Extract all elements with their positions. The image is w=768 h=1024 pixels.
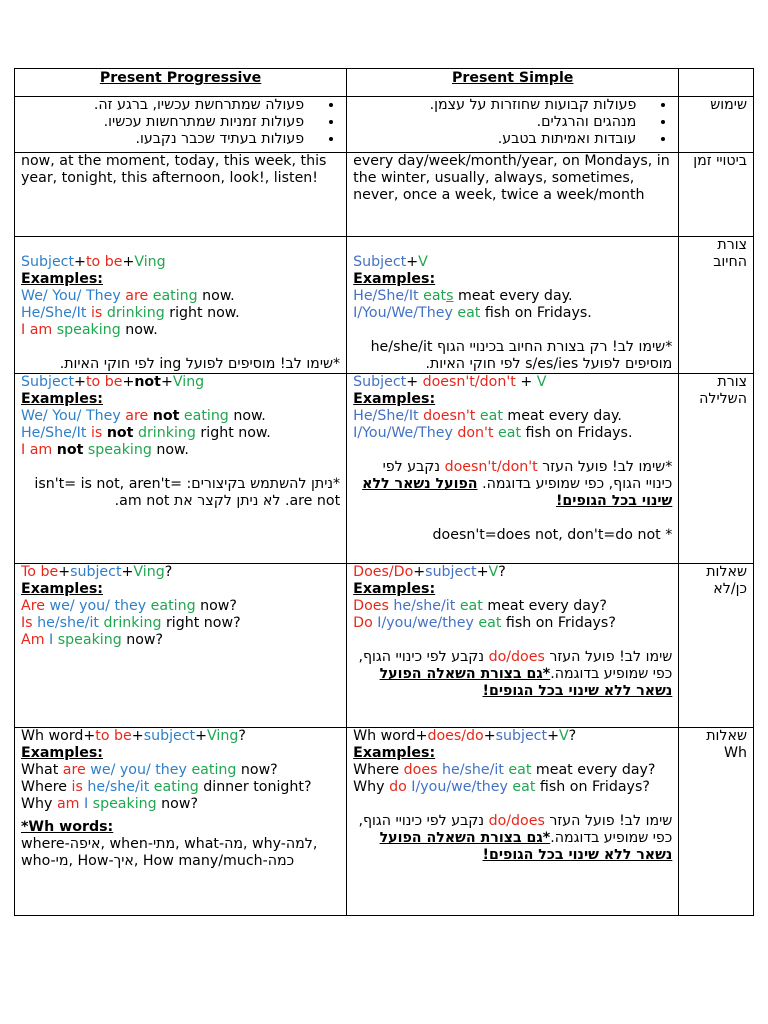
example-subject: I/You/We/They (353, 305, 453, 321)
example-rest: dinner tonight? (198, 779, 312, 795)
example-line (353, 288, 672, 305)
example-rest: right now? (161, 615, 241, 631)
plus-sign: + (160, 374, 173, 390)
example-verb: eating (153, 779, 199, 795)
example-aux: Am (21, 632, 45, 648)
question-row (15, 564, 754, 728)
formula-subject: subject (70, 564, 122, 580)
example-aux: is (90, 425, 103, 441)
list-item: • פעולות בעתיד שכבר נקבעו. (21, 131, 318, 148)
formula-to-be: to be (85, 374, 123, 390)
note-text: *שימו לב! פועל העזר (542, 459, 673, 475)
example-verb: eating (150, 598, 196, 614)
examples-label: Examples: (353, 581, 436, 597)
example-verb: eat (478, 615, 502, 631)
question-mark: ? (164, 564, 173, 580)
list-item: • פעולה שמתרחשת עכשיו, ברגע זה. (21, 97, 318, 114)
formula-wh: Wh word (353, 728, 416, 744)
note-abbreviations: doesn't=does not, don't=do not * (432, 527, 673, 543)
example-line (353, 779, 672, 796)
example-suffix: s (446, 288, 454, 304)
example-verb: eat (508, 762, 532, 778)
grammar-table (14, 68, 754, 916)
positive-simple (347, 237, 679, 374)
example-aux: are (125, 408, 149, 424)
wh-simple (347, 728, 679, 916)
question-mark: ? (238, 728, 246, 744)
example-aux: Are (21, 598, 45, 614)
example-line (21, 615, 340, 632)
formula-ving: Ving (133, 564, 165, 580)
note-aux: do/does (488, 813, 545, 829)
question-mark: ? (568, 728, 577, 744)
formula-subject: Subject (353, 254, 407, 270)
plus-sign: + (74, 374, 86, 390)
formula-aux: Does/Do (353, 564, 414, 580)
usage-progressive-list (21, 97, 340, 148)
example-wh: What (21, 762, 59, 778)
example-rest: fish on Fridays. (480, 305, 592, 321)
formula-to-be: To be (21, 564, 59, 580)
example-rest: now? (156, 796, 198, 812)
example-line (21, 425, 340, 442)
plus-sign: + (406, 374, 419, 390)
formula-aux: does/do (427, 728, 484, 744)
formula (21, 564, 340, 581)
time-row (15, 153, 754, 237)
note-text: נקבע לפי כינויי הגוף, כפי שמופיע בדוגמה. (358, 649, 673, 682)
plus-sign: + (122, 374, 135, 390)
example-subject: He/She/It (353, 288, 419, 304)
plus-sign: + (547, 728, 559, 744)
example-verb: speaking (87, 442, 152, 458)
examples-label: Examples: (21, 745, 103, 761)
list-item: • מנהגים והרגלים. (353, 114, 650, 131)
example-wh: Where (353, 762, 400, 778)
example-line (21, 442, 340, 459)
example-wh: Why (21, 796, 53, 812)
question-progressive (15, 564, 347, 728)
example-line (21, 632, 340, 649)
formula-ving: Ving (172, 374, 205, 390)
example-aux: are (125, 288, 149, 304)
formula-v: V (418, 254, 428, 270)
example-aux: does (403, 762, 438, 778)
time-simple: every day/week/month/year, on Mondays, in the winter, usually, always, sometimes, never, once a week, twice a week/month (347, 153, 679, 237)
plus-sign: + (406, 254, 419, 270)
question-simple (347, 564, 679, 728)
example-not: not (106, 425, 134, 441)
formula-not: not (134, 374, 161, 390)
example-rest: meat every day? (482, 598, 607, 614)
time-progressive: now, at the moment, today, this week, this year, tonight, this afternoon, look!, listen! (15, 153, 347, 237)
example-line (21, 322, 340, 339)
note-text: נקבע לפי כינויי הגוף, כפי שמופיע בדוגמה. (358, 813, 673, 846)
header-row (15, 69, 754, 97)
example-line (353, 762, 672, 779)
note-text: שימו לב! פועל העזר (549, 649, 673, 665)
example-line (21, 598, 340, 615)
example-not: not (56, 442, 84, 458)
examples-label: Examples: (353, 271, 436, 287)
example-subject: He/She/It (353, 408, 419, 424)
example-line (353, 598, 672, 615)
example-subject: I (83, 796, 89, 812)
formula-ving: Ving (207, 728, 239, 744)
row-label-time: ביטויי זמן (679, 153, 754, 237)
example-line (21, 408, 340, 425)
example-rest: now. (120, 322, 158, 338)
wh-progressive (15, 728, 347, 916)
note: *שימו לב! רק בצורת החיוב בכינויי הגוף he/she/it מוסיפים לפועל s/es/ies לפי חוקי האיות. (370, 339, 673, 372)
example-subject: he/she/it (87, 779, 150, 795)
note (353, 649, 672, 700)
formula (353, 254, 672, 271)
note (353, 459, 672, 510)
formula-v: V (558, 728, 569, 744)
list-item: • עובדות ואמיתות בטבע. (353, 131, 650, 148)
example-subject: he/she/it (393, 598, 456, 614)
plus-sign: + (74, 254, 86, 270)
example-subject: I (21, 442, 26, 458)
examples-label: Examples: (21, 581, 103, 597)
example-verb: eat (423, 288, 447, 304)
note: *שימו לב! מוסיפים לפועל ing לפי חוקי האיות. (59, 356, 341, 372)
example-line (21, 762, 340, 779)
example-line (353, 615, 672, 632)
plus-sign: + (195, 728, 208, 744)
positive-progressive (15, 237, 347, 374)
example-rest: right now. (195, 425, 271, 441)
list-item: • פעולות קבועות שחוזרות על עצמן. (353, 97, 650, 114)
example-verb: speaking (57, 632, 122, 648)
example-subject: I/You/We/They (353, 425, 453, 441)
example-verb: eating (152, 288, 198, 304)
example-verb: eat (459, 598, 483, 614)
note: *ניתן להשתמש בקיצורים: isn't= is not, aren't= are not. לא ניתן לקצר את am not. (34, 476, 341, 509)
example-not: not (152, 408, 180, 424)
example-subject: I (21, 322, 26, 338)
example-aux: Do (353, 615, 373, 631)
example-aux: do (389, 779, 407, 795)
note-text: שימו לב! פועל העזר (549, 813, 673, 829)
example-rest: now? (195, 598, 237, 614)
example-subject: he/she/it (442, 762, 504, 778)
negative-row (15, 374, 754, 564)
formula (21, 374, 340, 391)
formula-to-be: to be (85, 254, 123, 270)
list-item: • פעולות זמניות שמתרחשות עכשיו. (21, 114, 318, 131)
example-rest: now. (151, 442, 189, 458)
header-blank (679, 69, 754, 97)
example-rest: meat every day? (531, 762, 656, 778)
example-aux: are (62, 762, 86, 778)
formula-subject: Subject (21, 254, 75, 270)
example-subject: We/ You/ They (21, 288, 121, 304)
example-rest: fish on Fridays. (521, 425, 633, 441)
example-verb: eat (498, 425, 522, 441)
negative-simple (347, 374, 679, 564)
examples-label: Examples: (353, 745, 436, 761)
formula-ving: Ving (134, 254, 166, 270)
example-subject: we/ you/ they (90, 762, 187, 778)
plus-sign: + (121, 564, 134, 580)
formula-subject: Subject (21, 374, 75, 390)
wh-words-list: where-איפה, when-מתי, what-מה, why-למה, who-מי, How-איך, How many/much-כמה (21, 836, 318, 869)
plus-sign: + (413, 564, 426, 580)
example-rest: now. (197, 288, 235, 304)
example-rest: now. (228, 408, 266, 424)
header-simple (347, 69, 679, 97)
plus-sign: + (83, 728, 96, 744)
formula (21, 728, 340, 745)
example-wh: Where (21, 779, 67, 795)
plus-sign: + (520, 374, 533, 390)
positive-row (15, 237, 754, 374)
formula-wh: Wh word (21, 728, 84, 744)
example-verb: speaking (56, 322, 121, 338)
example-verb: drinking (106, 305, 165, 321)
usage-simple (347, 97, 679, 153)
row-label-question: שאלות כן/לא (679, 564, 754, 728)
wh-row (15, 728, 754, 916)
example-verb: eat (479, 408, 503, 424)
example-aux: doesn't (423, 408, 476, 424)
header-progressive (15, 69, 347, 97)
examples-label: Examples: (21, 391, 103, 407)
example-rest: now? (121, 632, 164, 648)
example-line (353, 408, 672, 425)
example-subject: he/she/it (37, 615, 99, 631)
example-rest: meat every day. (502, 408, 622, 424)
formula (353, 728, 672, 745)
example-verb: eating (191, 762, 237, 778)
example-aux: Is (21, 615, 33, 631)
example-rest: right now. (164, 305, 240, 321)
row-label-negative: צורת השלילה (679, 374, 754, 564)
plus-sign: + (131, 728, 144, 744)
examples-label: Examples: (21, 271, 103, 287)
formula-to-be: to be (95, 728, 132, 744)
example-line (353, 425, 672, 442)
example-verb: drinking (137, 425, 196, 441)
formula-subject: subject (143, 728, 196, 744)
header-simple-text: Present Simple (452, 70, 574, 86)
negative-progressive (15, 374, 347, 564)
row-label-wh: שאלות Wh (679, 728, 754, 916)
usage-row (15, 97, 754, 153)
formula-v: V (536, 374, 547, 390)
row-label-positive: צורת החיוב (679, 237, 754, 374)
note-emphasis: הפועל נשאר ללא שינוי בכל הגופים! (362, 476, 673, 509)
example-aux: Does (353, 598, 389, 614)
formula-subject: subject (425, 564, 477, 580)
usage-progressive (15, 97, 347, 153)
header-progressive-text: Present Progressive (99, 70, 262, 86)
plus-sign: + (415, 728, 428, 744)
example-line (21, 288, 340, 305)
note (353, 813, 672, 864)
example-verb: eating (183, 408, 229, 424)
example-rest: fish on Fridays? (501, 615, 616, 631)
example-rest: meat every day. (453, 288, 573, 304)
example-aux: am (56, 796, 80, 812)
formula-aux: doesn't/don't (422, 374, 516, 390)
row-label-usage: שימוש (679, 97, 754, 153)
example-subject: I/you/we/they (411, 779, 508, 795)
note-emphasis: *גם בצורת השאלה הפועל נשאר ללא שינוי בכל הגופים! (379, 666, 673, 699)
plus-sign: + (476, 564, 489, 580)
formula (353, 374, 672, 391)
example-subject: we/ you/ they (49, 598, 147, 614)
example-wh: Why (353, 779, 385, 795)
example-aux: is (71, 779, 83, 795)
example-line (21, 305, 340, 322)
example-subject: I/you/we/they (377, 615, 474, 631)
example-rest: now? (236, 762, 278, 778)
example-aux: am (29, 442, 53, 458)
example-subject: He/She/It (21, 425, 87, 441)
plus-sign: + (483, 728, 496, 744)
formula-subject: Subject (353, 374, 407, 390)
note-emphasis: *גם בצורת השאלה הפועל נשאר ללא שינוי בכל הגופים! (379, 830, 673, 863)
example-verb: drinking (103, 615, 162, 631)
example-subject: He/She/It (21, 305, 87, 321)
note-aux: doesn't/don't (444, 459, 538, 475)
plus-sign: + (58, 564, 71, 580)
example-subject: I (49, 632, 54, 648)
question-mark: ? (498, 564, 506, 580)
example-verb: eat (457, 305, 481, 321)
note-aux: do/does (488, 649, 545, 665)
example-aux: don't (457, 425, 494, 441)
wh-words-title: *Wh words: (21, 819, 114, 835)
formula (21, 254, 340, 271)
example-line (21, 796, 340, 813)
example-line (21, 779, 340, 796)
example-subject: We/ You/ They (21, 408, 121, 424)
example-line (353, 305, 672, 322)
formula-v: V (488, 564, 499, 580)
formula (353, 564, 672, 581)
usage-simple-list (353, 97, 672, 148)
example-aux: am (29, 322, 53, 338)
example-rest: fish on Fridays? (535, 779, 650, 795)
example-verb: speaking (92, 796, 157, 812)
example-aux: is (90, 305, 103, 321)
plus-sign: + (122, 254, 135, 270)
note-text: נקבע לפי כינויי הגוף, כפי שמופיע בדוגמה. (382, 459, 673, 492)
example-verb: eat (512, 779, 536, 795)
formula-subject: subject (495, 728, 548, 744)
examples-label: Examples: (353, 391, 436, 407)
